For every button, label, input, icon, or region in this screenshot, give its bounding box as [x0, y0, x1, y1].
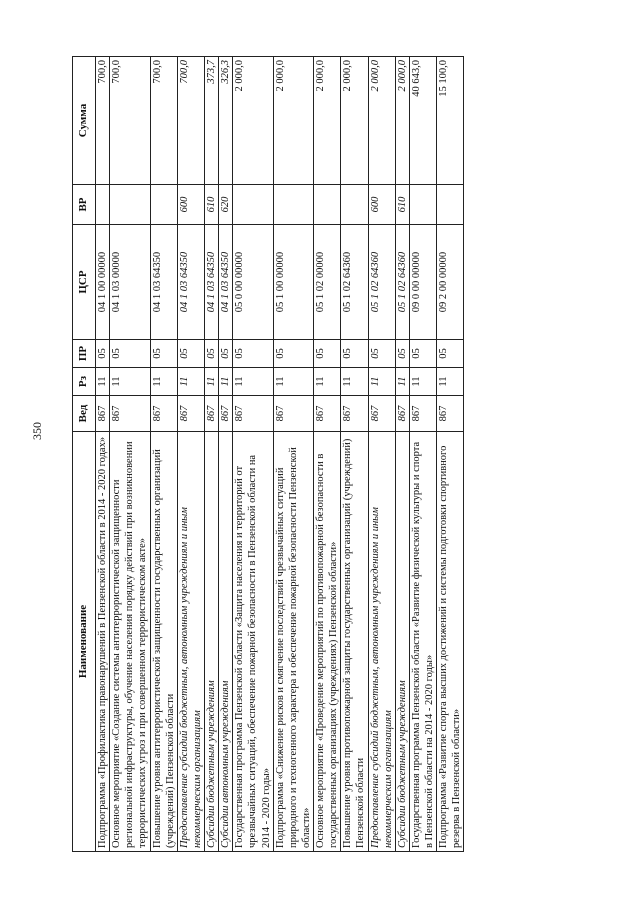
- budget-table: [72, 56, 464, 852]
- cell-rz: 11: [273, 368, 313, 396]
- cell-pr: 05: [150, 340, 177, 368]
- header-rz: Рз: [73, 368, 96, 396]
- cell-csr: 09 0 00 00000: [409, 225, 436, 340]
- cell-ved: 867: [314, 396, 341, 432]
- cell-sum: 700,0: [96, 57, 110, 185]
- cell-rz: 11: [368, 368, 395, 396]
- cell-sum: 2 000,0: [395, 57, 409, 185]
- cell-pr: 05: [219, 340, 233, 368]
- header-pr: ПР: [73, 340, 96, 368]
- cell-sum: 326,3: [219, 57, 233, 185]
- cell-pr: 05: [437, 340, 464, 368]
- cell-vr: [314, 185, 341, 225]
- cell-vr: [341, 185, 368, 225]
- cell-rz: 11: [205, 368, 219, 396]
- cell-sum: 2 000,0: [368, 57, 395, 185]
- cell-rz: 11: [341, 368, 368, 396]
- cell-name: Основное мероприятие «Проведение мероприятий по противопожарной безопасности в государственных организациях (учреждениях) Пензенской области»: [314, 432, 341, 852]
- cell-name: Повышение уровня противопожарной защиты государственных организаций (учреждений) Пензенской области: [341, 432, 368, 852]
- table-row: [177, 57, 204, 852]
- cell-vr: [437, 185, 464, 225]
- cell-vr: 600: [368, 185, 395, 225]
- cell-csr: 05 1 02 64360: [341, 225, 368, 340]
- cell-sum: 700,0: [177, 57, 204, 185]
- cell-name: Предоставление субсидий бюджетным, автономным учреждениям и иным некоммерческим организациям: [177, 432, 204, 852]
- cell-pr: 05: [409, 340, 436, 368]
- cell-csr: 04 1 03 64350: [150, 225, 177, 340]
- cell-ved: 867: [150, 396, 177, 432]
- cell-csr: 04 1 03 64350: [177, 225, 204, 340]
- cell-name: Государственная программа Пензенской области «Развитие физической культуры и спорта в Пензенской области на 2014 - 2020 годы»: [409, 432, 436, 852]
- cell-name: Государственная программа Пензенской области «Защита населения и территорий от чрезвычайных ситуаций, обеспечение пожарной безопасности в Пензенской области на 2014 - 2020 годы»: [233, 432, 273, 852]
- cell-pr: 05: [177, 340, 204, 368]
- cell-ved: 867: [409, 396, 436, 432]
- table-row: [96, 57, 110, 852]
- cell-sum: 700,0: [110, 57, 150, 185]
- cell-csr: 04 1 00 00000: [96, 225, 110, 340]
- cell-pr: 05: [341, 340, 368, 368]
- cell-csr: 05 1 02 00000: [314, 225, 341, 340]
- cell-ved: 867: [96, 396, 110, 432]
- header-csr: ЦСР: [73, 225, 96, 340]
- cell-pr: 05: [395, 340, 409, 368]
- cell-rz: 11: [314, 368, 341, 396]
- cell-csr: 09 2 00 00000: [437, 225, 464, 340]
- table-body: [96, 57, 464, 852]
- cell-rz: 11: [177, 368, 204, 396]
- cell-name: Субсидии автономным учреждениям: [219, 432, 233, 852]
- cell-csr: 04 1 03 64350: [205, 225, 219, 340]
- cell-ved: 867: [341, 396, 368, 432]
- cell-vr: [273, 185, 313, 225]
- table-row: [395, 57, 409, 852]
- table-row: [233, 57, 273, 852]
- header-sum: Сумма: [73, 57, 96, 185]
- cell-ved: 867: [437, 396, 464, 432]
- cell-rz: 11: [437, 368, 464, 396]
- cell-ved: 867: [233, 396, 273, 432]
- cell-sum: 373,7: [205, 57, 219, 185]
- cell-csr: 04 1 03 00000: [110, 225, 150, 340]
- cell-rz: 11: [110, 368, 150, 396]
- cell-pr: 05: [205, 340, 219, 368]
- cell-csr: 05 1 00 00000: [273, 225, 313, 340]
- cell-pr: 05: [96, 340, 110, 368]
- cell-name: Основное мероприятие «Создание системы антитеррористической защищенности региональной инфраструктуры, обучение населения порядку действий при возникновении террористических угроз и при совершенном террористическом акте»: [110, 432, 150, 852]
- cell-rz: 11: [219, 368, 233, 396]
- cell-name: Подпрограмма «Профилактика правонарушений в Пензенской области в 2014 - 2020 годах»: [96, 432, 110, 852]
- cell-ved: 867: [205, 396, 219, 432]
- cell-pr: 05: [368, 340, 395, 368]
- cell-name: Подпрограмма «Развитие спорта высших достижений и системы подготовки спортивного резерва в Пензенской области»: [437, 432, 464, 852]
- cell-name: Субсидии бюджетным учреждениям: [395, 432, 409, 852]
- table-header-row: [73, 57, 96, 852]
- header-vr: ВР: [73, 185, 96, 225]
- cell-name: Повышение уровня антитеррористической защищенности государственных организаций (учреждений) Пензенской области: [150, 432, 177, 852]
- table-row: [205, 57, 219, 852]
- cell-rz: 11: [150, 368, 177, 396]
- cell-rz: 11: [395, 368, 409, 396]
- table-row: [150, 57, 177, 852]
- cell-pr: 05: [110, 340, 150, 368]
- header-name: Наименование: [73, 432, 96, 852]
- cell-pr: 05: [314, 340, 341, 368]
- cell-sum: 2 000,0: [233, 57, 273, 185]
- cell-csr: 05 0 00 00000: [233, 225, 273, 340]
- cell-vr: 610: [395, 185, 409, 225]
- cell-vr: [233, 185, 273, 225]
- cell-sum: 700,0: [150, 57, 177, 185]
- header-ved: Вед: [73, 396, 96, 432]
- cell-vr: [409, 185, 436, 225]
- cell-ved: 867: [177, 396, 204, 432]
- cell-rz: 11: [409, 368, 436, 396]
- cell-rz: 11: [96, 368, 110, 396]
- cell-sum: 15 100,0: [437, 57, 464, 185]
- page-number: 350: [30, 422, 44, 440]
- table-row: [368, 57, 395, 852]
- cell-rz: 11: [233, 368, 273, 396]
- cell-sum: 40 643,0: [409, 57, 436, 185]
- cell-vr: 600: [177, 185, 204, 225]
- table-row: [110, 57, 150, 852]
- table-row: [314, 57, 341, 852]
- cell-vr: 610: [205, 185, 219, 225]
- cell-ved: 867: [273, 396, 313, 432]
- table-row: [341, 57, 368, 852]
- cell-name: Субсидии бюджетным учреждениям: [205, 432, 219, 852]
- cell-vr: [96, 185, 110, 225]
- table-row: [409, 57, 436, 852]
- cell-ved: 867: [219, 396, 233, 432]
- cell-vr: 620: [219, 185, 233, 225]
- table-row: [219, 57, 233, 852]
- cell-name: Подпрограмма «Снижение рисков и смягчение последствий чрезвычайных ситуаций природного и техногенного характера и обеспечение пожарной безопасности Пензенской области»: [273, 432, 313, 852]
- table-row: [437, 57, 464, 852]
- cell-vr: [150, 185, 177, 225]
- cell-ved: 867: [395, 396, 409, 432]
- cell-vr: [110, 185, 150, 225]
- rotated-table-area: [72, 57, 622, 852]
- cell-csr: 05 1 02 64360: [395, 225, 409, 340]
- cell-name: Предоставление субсидий бюджетным, автономным учреждениям и иным некоммерческим организациям: [368, 432, 395, 852]
- cell-csr: 05 1 02 64360: [368, 225, 395, 340]
- cell-sum: 2 000,0: [273, 57, 313, 185]
- table-row: [273, 57, 313, 852]
- cell-ved: 867: [110, 396, 150, 432]
- cell-sum: 2 000,0: [341, 57, 368, 185]
- cell-csr: 04 1 03 64350: [219, 225, 233, 340]
- cell-pr: 05: [273, 340, 313, 368]
- cell-pr: 05: [233, 340, 273, 368]
- cell-sum: 2 000,0: [314, 57, 341, 185]
- cell-ved: 867: [368, 396, 395, 432]
